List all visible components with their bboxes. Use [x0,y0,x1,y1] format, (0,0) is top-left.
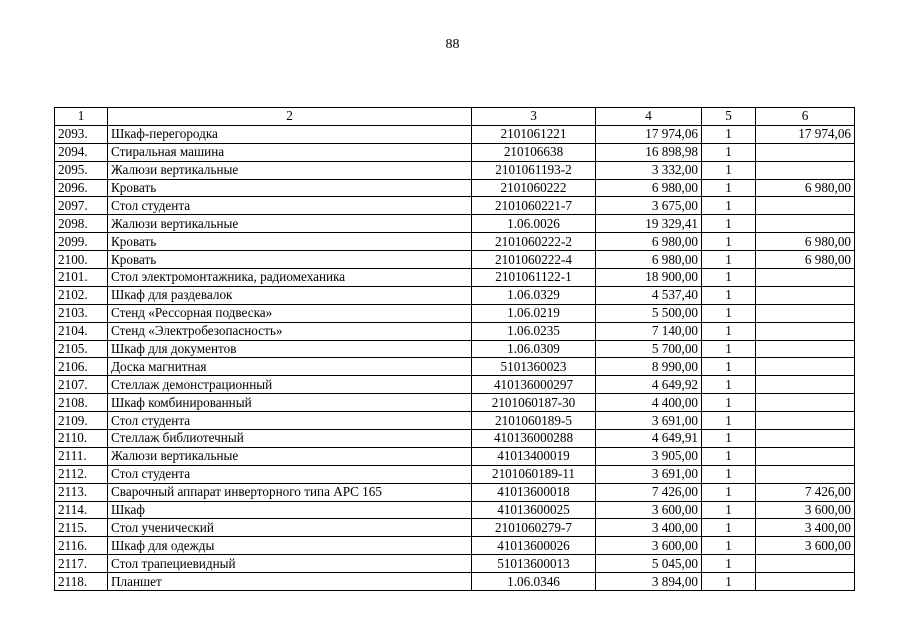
quantity-cell: 1 [702,269,756,287]
row-number-cell: 2105. [55,340,108,358]
row-number-cell: 2100. [55,251,108,269]
column-header: 5 [702,108,756,126]
item-name-cell: Кровать [108,251,472,269]
item-name-cell: Планшет [108,573,472,591]
item-name-cell: Жалюзи вертикальные [108,447,472,465]
table-row [55,430,855,448]
item-name-cell: Стол ученический [108,519,472,537]
total-cell: 7 426,00 [756,483,855,501]
amount-cell: 7 140,00 [596,322,702,340]
row-number-cell: 2103. [55,304,108,322]
item-name-cell: Жалюзи вертикальные [108,161,472,179]
table-row [55,358,855,376]
table-row [55,251,855,269]
inventory-table [54,107,855,591]
amount-cell: 3 691,00 [596,412,702,430]
quantity-cell: 1 [702,412,756,430]
table-row [55,573,855,591]
total-cell [756,358,855,376]
amount-cell: 6 980,00 [596,251,702,269]
total-cell: 3 400,00 [756,519,855,537]
total-cell [756,161,855,179]
table-row [55,125,855,143]
amount-cell: 7 426,00 [596,483,702,501]
total-cell [756,286,855,304]
inventory-code-cell: 2101060189-5 [472,412,596,430]
total-cell: 3 600,00 [756,537,855,555]
row-number-cell: 2109. [55,412,108,430]
table-row [55,161,855,179]
inventory-code-cell: 410136000297 [472,376,596,394]
quantity-cell: 1 [702,251,756,269]
table-row [55,519,855,537]
row-number-cell: 2101. [55,269,108,287]
row-number-cell: 2106. [55,358,108,376]
amount-cell: 18 900,00 [596,269,702,287]
page-number: 88 [445,37,460,52]
total-cell [756,573,855,591]
table-row [55,215,855,233]
total-cell [756,340,855,358]
inventory-code-cell: 2101061221 [472,125,596,143]
total-cell: 6 980,00 [756,179,855,197]
item-name-cell: Шкаф для документов [108,340,472,358]
item-name-cell: Стенд «Рессорная подвеска» [108,304,472,322]
item-name-cell: Стол электромонтажника, радиомеханика [108,269,472,287]
row-number-cell: 2093. [55,125,108,143]
item-name-cell: Кровать [108,179,472,197]
item-name-cell: Стенд «Электробезопасность» [108,322,472,340]
table-row [55,179,855,197]
table-row [55,483,855,501]
table-row [55,501,855,519]
amount-cell: 19 329,41 [596,215,702,233]
amount-cell: 8 990,00 [596,358,702,376]
inventory-code-cell: 2101060189-11 [472,465,596,483]
quantity-cell: 1 [702,197,756,215]
total-cell [756,197,855,215]
inventory-code-cell: 2101061193-2 [472,161,596,179]
total-cell [756,143,855,161]
quantity-cell: 1 [702,125,756,143]
amount-cell: 3 691,00 [596,465,702,483]
quantity-cell: 1 [702,465,756,483]
table-row [55,322,855,340]
quantity-cell: 1 [702,483,756,501]
item-name-cell: Шкаф для раздевалок [108,286,472,304]
header-row [55,108,855,126]
item-name-cell: Жалюзи вертикальные [108,215,472,233]
table-row [55,394,855,412]
amount-cell: 6 980,00 [596,179,702,197]
total-cell: 6 980,00 [756,233,855,251]
quantity-cell: 1 [702,501,756,519]
quantity-cell: 1 [702,573,756,591]
column-header: 2 [108,108,472,126]
total-cell [756,412,855,430]
row-number-cell: 2114. [55,501,108,519]
row-number-cell: 2094. [55,143,108,161]
total-cell: 6 980,00 [756,251,855,269]
table-row [55,233,855,251]
item-name-cell: Доска магнитная [108,358,472,376]
item-name-cell: Стиральная машина [108,143,472,161]
amount-cell: 4 537,40 [596,286,702,304]
inventory-code-cell: 2101060222-4 [472,251,596,269]
row-number-cell: 2111. [55,447,108,465]
item-name-cell: Шкаф для одежды [108,537,472,555]
inventory-code-cell: 1.06.0026 [472,215,596,233]
amount-cell: 3 675,00 [596,197,702,215]
inventory-code-cell: 2101060221-7 [472,197,596,215]
amount-cell: 5 500,00 [596,304,702,322]
item-name-cell: Стол трапециевидный [108,555,472,573]
table-row [55,376,855,394]
amount-cell: 3 894,00 [596,573,702,591]
amount-cell: 3 600,00 [596,501,702,519]
quantity-cell: 1 [702,286,756,304]
quantity-cell: 1 [702,143,756,161]
inventory-code-cell: 41013600018 [472,483,596,501]
row-number-cell: 2112. [55,465,108,483]
table-row [55,286,855,304]
item-name-cell: Кровать [108,233,472,251]
quantity-cell: 1 [702,555,756,573]
quantity-cell: 1 [702,215,756,233]
inventory-code-cell: 41013600025 [472,501,596,519]
amount-cell: 4 400,00 [596,394,702,412]
item-name-cell: Стол студента [108,465,472,483]
total-cell [756,465,855,483]
amount-cell: 4 649,91 [596,430,702,448]
total-cell [756,269,855,287]
row-number-cell: 2117. [55,555,108,573]
row-number-cell: 2116. [55,537,108,555]
row-number-cell: 2110. [55,430,108,448]
table-row [55,304,855,322]
quantity-cell: 1 [702,447,756,465]
quantity-cell: 1 [702,358,756,376]
table-row [55,412,855,430]
amount-cell: 16 898,98 [596,143,702,161]
row-number-cell: 2095. [55,161,108,179]
quantity-cell: 1 [702,304,756,322]
quantity-cell: 1 [702,340,756,358]
row-number-cell: 2097. [55,197,108,215]
inventory-code-cell: 2101061122-1 [472,269,596,287]
table-row [55,447,855,465]
amount-cell: 17 974,06 [596,125,702,143]
quantity-cell: 1 [702,537,756,555]
table-row [55,537,855,555]
column-header: 3 [472,108,596,126]
column-header: 4 [596,108,702,126]
item-name-cell: Шкаф [108,501,472,519]
item-name-cell: Стол студента [108,412,472,430]
amount-cell: 3 905,00 [596,447,702,465]
quantity-cell: 1 [702,376,756,394]
inventory-code-cell: 410136000288 [472,430,596,448]
row-number-cell: 2102. [55,286,108,304]
item-name-cell: Шкаф комбинированный [108,394,472,412]
inventory-code-cell: 41013600026 [472,537,596,555]
table-row [55,197,855,215]
row-number-cell: 2096. [55,179,108,197]
quantity-cell: 1 [702,430,756,448]
amount-cell: 6 980,00 [596,233,702,251]
total-cell [756,447,855,465]
amount-cell: 5 700,00 [596,340,702,358]
item-name-cell: Сварочный аппарат инверторного типа APC 165 [108,483,472,501]
table-row [55,340,855,358]
row-number-cell: 2099. [55,233,108,251]
total-cell [756,304,855,322]
quantity-cell: 1 [702,394,756,412]
amount-cell: 5 045,00 [596,555,702,573]
inventory-code-cell: 2101060222 [472,179,596,197]
inventory-code-cell: 1.06.0346 [472,573,596,591]
row-number-cell: 2118. [55,573,108,591]
item-name-cell: Шкаф-перегородка [108,125,472,143]
amount-cell: 4 649,92 [596,376,702,394]
quantity-cell: 1 [702,179,756,197]
quantity-cell: 1 [702,519,756,537]
total-cell [756,555,855,573]
row-number-cell: 2104. [55,322,108,340]
inventory-code-cell: 51013600013 [472,555,596,573]
inventory-code-cell: 2101060187-30 [472,394,596,412]
total-cell [756,322,855,340]
quantity-cell: 1 [702,233,756,251]
inventory-code-cell: 210106638 [472,143,596,161]
row-number-cell: 2098. [55,215,108,233]
inventory-code-cell: 41013400019 [472,447,596,465]
quantity-cell: 1 [702,322,756,340]
amount-cell: 3 400,00 [596,519,702,537]
total-cell [756,430,855,448]
row-number-cell: 2107. [55,376,108,394]
column-header: 6 [756,108,855,126]
inventory-code-cell: 1.06.0309 [472,340,596,358]
amount-cell: 3 600,00 [596,537,702,555]
row-number-cell: 2115. [55,519,108,537]
inventory-code-cell: 2101060222-2 [472,233,596,251]
inventory-code-cell: 1.06.0329 [472,286,596,304]
total-cell [756,215,855,233]
quantity-cell: 1 [702,161,756,179]
amount-cell: 3 332,00 [596,161,702,179]
item-name-cell: Стеллаж библиотечный [108,430,472,448]
inventory-code-cell: 1.06.0235 [472,322,596,340]
column-header: 1 [55,108,108,126]
table-row [55,465,855,483]
inventory-code-cell: 1.06.0219 [472,304,596,322]
inventory-code-cell: 5101360023 [472,358,596,376]
item-name-cell: Стол студента [108,197,472,215]
row-number-cell: 2113. [55,483,108,501]
item-name-cell: Стеллаж демонстрационный [108,376,472,394]
table-row [55,555,855,573]
total-cell: 3 600,00 [756,501,855,519]
total-cell [756,394,855,412]
total-cell [756,376,855,394]
inventory-code-cell: 2101060279-7 [472,519,596,537]
row-number-cell: 2108. [55,394,108,412]
total-cell: 17 974,06 [756,125,855,143]
table-row [55,269,855,287]
table-row [55,143,855,161]
